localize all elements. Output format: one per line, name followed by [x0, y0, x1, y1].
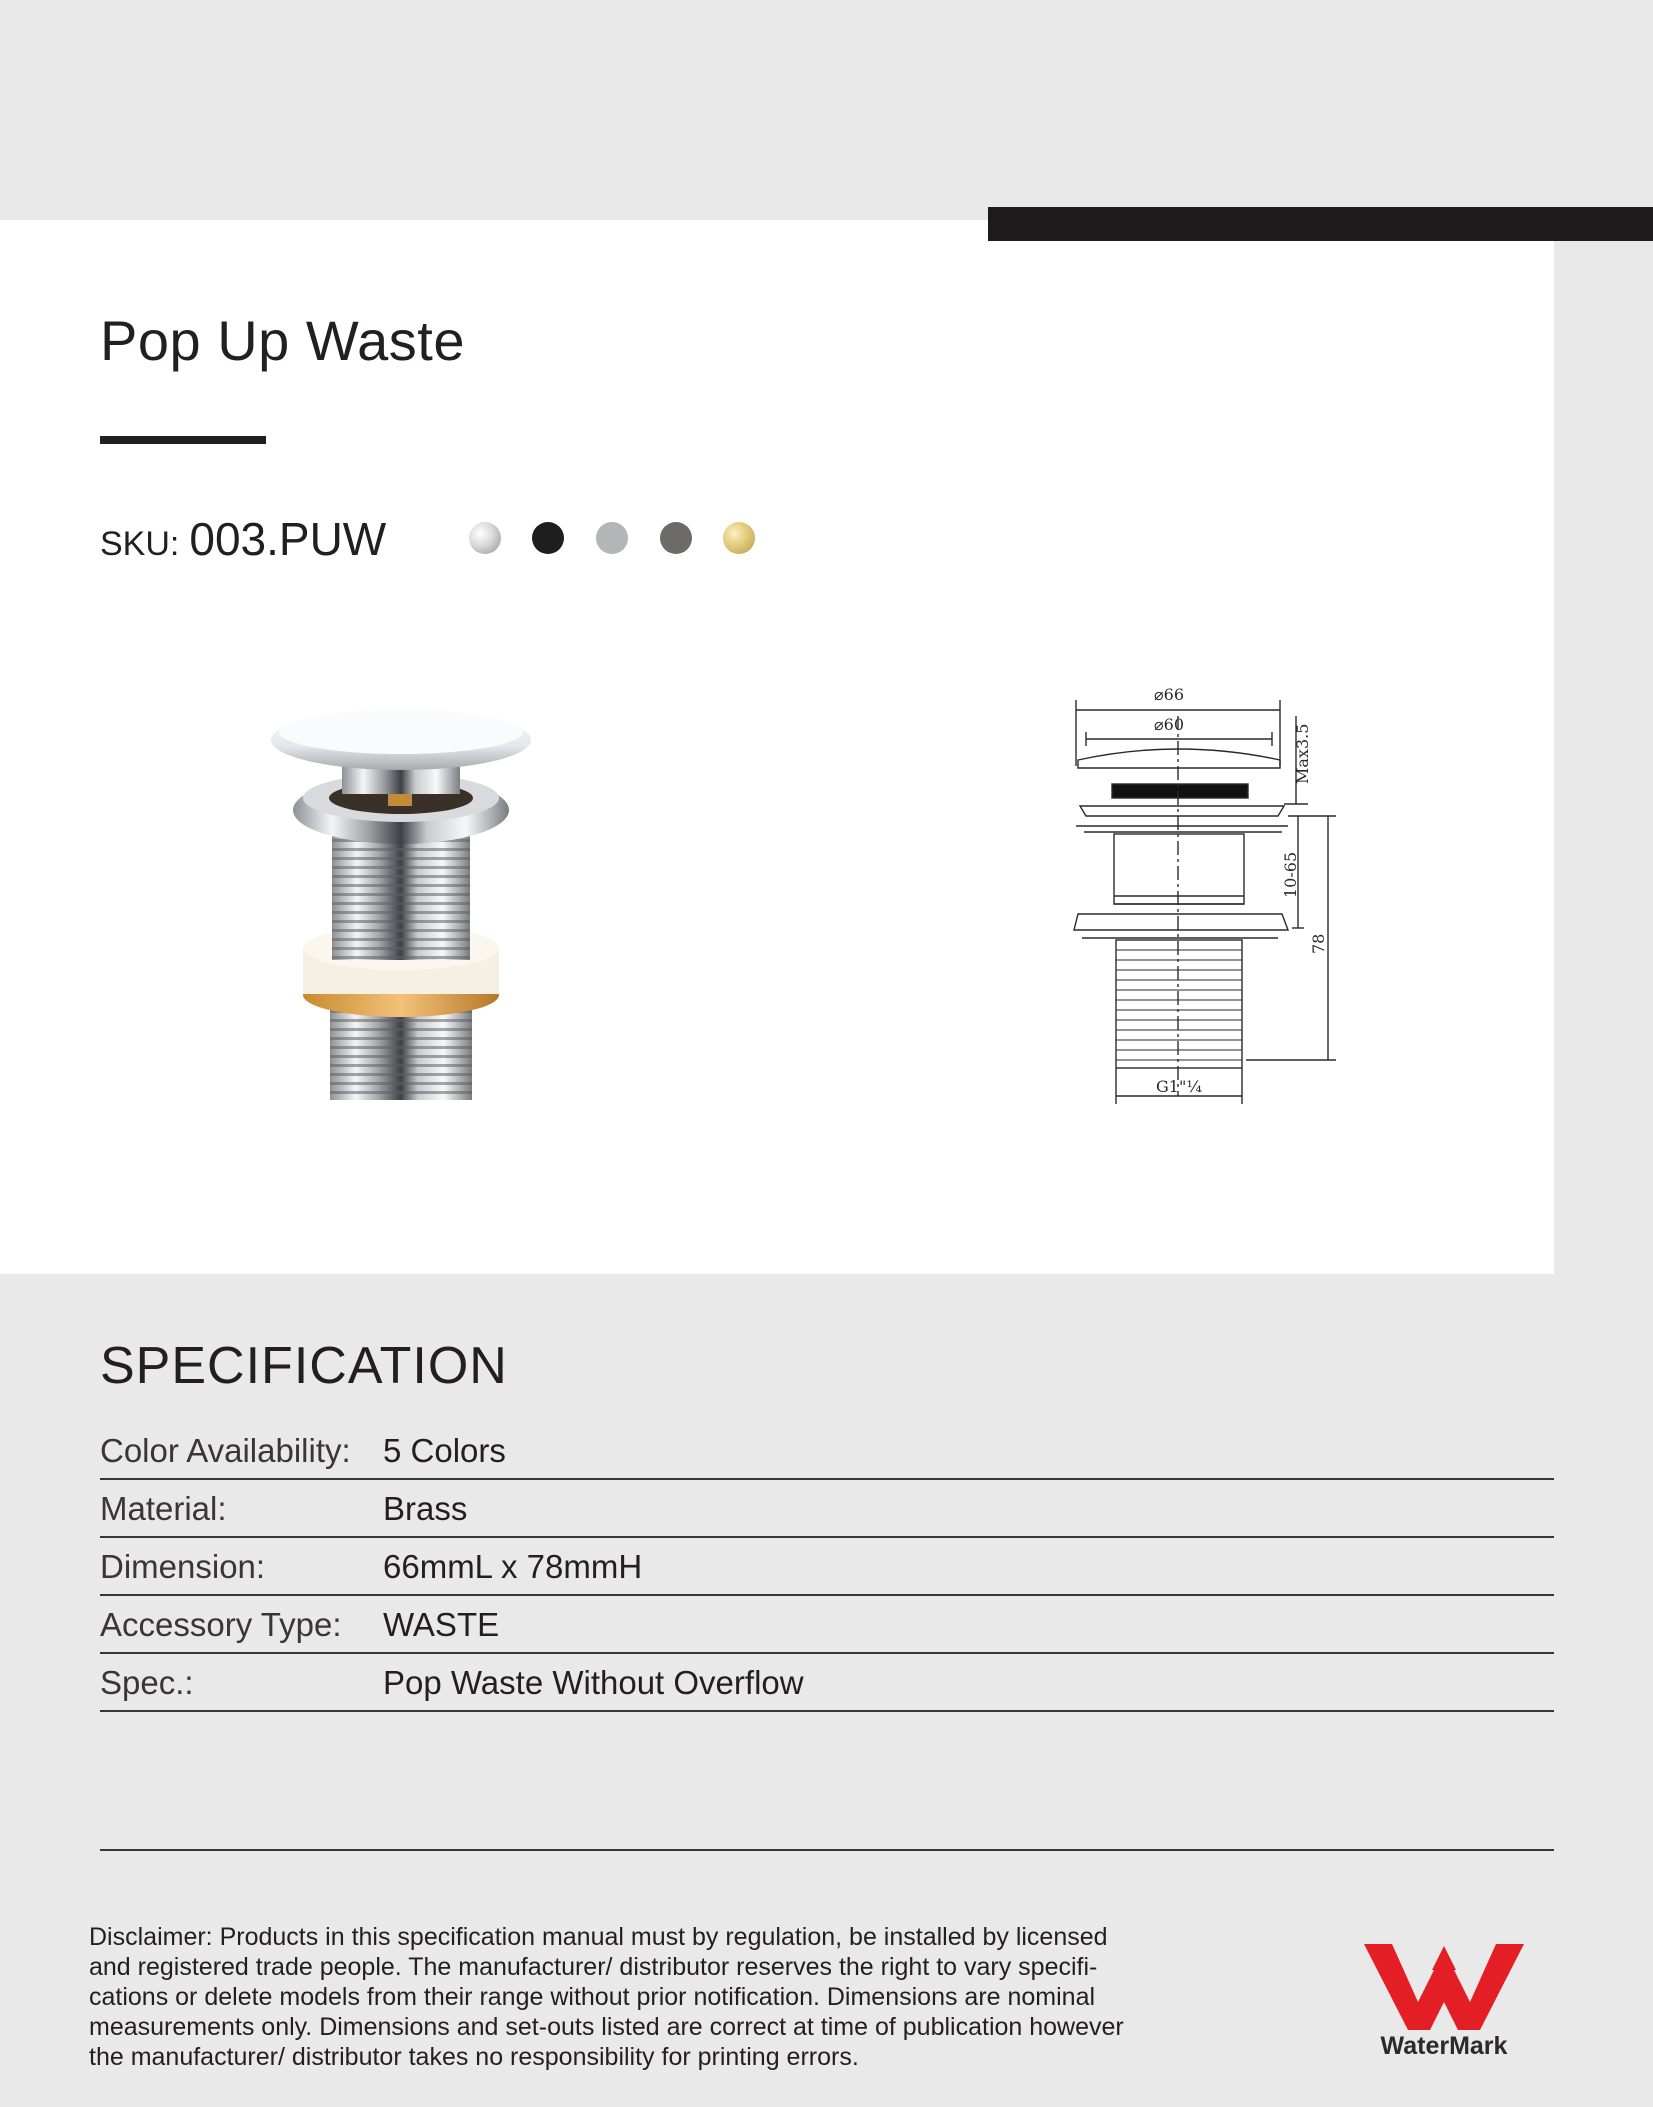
- swatch-brushed-nickel[interactable]: [596, 522, 628, 554]
- sku-line: [100, 512, 386, 566]
- header-band: [0, 0, 1653, 220]
- dim-thread: G1"¼: [1156, 1077, 1202, 1096]
- spec-key: Dimension:: [100, 1548, 266, 1585]
- footer-divider: [100, 1849, 1554, 1851]
- disclaimer-line: and registered trade people. The manufacturer/ distributor reserves the right to vary specifi-: [89, 1953, 1098, 1981]
- spec-value: 66mmL x 78mmH: [383, 1548, 643, 1585]
- dim-max: Max3.5: [1293, 723, 1312, 784]
- spec-row: [100, 1422, 1554, 1480]
- dim-range: 10-65: [1281, 851, 1300, 898]
- spec-key: Color Availability:: [100, 1432, 351, 1469]
- spec-row: [100, 1596, 1554, 1654]
- spec-key: Accessory Type:: [100, 1606, 342, 1643]
- title-underline: [100, 436, 266, 444]
- sku-value: 003.PUW: [189, 513, 387, 565]
- technical-drawing: [1060, 676, 1350, 1116]
- disclaimer-line: Disclaimer: Products in this specification manual must by regulation, be installed by licensed: [89, 1923, 1108, 1951]
- spec-value: Brass: [383, 1490, 468, 1527]
- disclaimer: [89, 1922, 1209, 2072]
- spec-key: Spec.:: [100, 1664, 194, 1701]
- spec-row: [100, 1538, 1554, 1596]
- disclaimer-line: the manufacturer/ distributor takes no responsibility for printing errors.: [89, 2043, 859, 2071]
- spec-row: [100, 1654, 1554, 1712]
- spec-value: Pop Waste Without Overflow: [383, 1664, 804, 1701]
- spec-heading: SPECIFICATION: [100, 1337, 508, 1395]
- swatch-gunmetal[interactable]: [660, 522, 692, 554]
- spec-value: 5 Colors: [383, 1432, 506, 1469]
- dim-outer-diameter: ⌀66: [1154, 685, 1184, 704]
- spec-value: WASTE: [383, 1606, 500, 1643]
- accent-bar: [988, 207, 1653, 241]
- page-title: Pop Up Waste: [100, 309, 465, 372]
- product-image: [270, 680, 550, 1120]
- watermark-logo-text: WaterMark: [1380, 2032, 1508, 2060]
- spec-key: Material:: [100, 1490, 227, 1527]
- spec-row: [100, 1480, 1554, 1538]
- spec-table: [100, 1422, 1554, 1712]
- sku-label: SKU:: [100, 525, 180, 563]
- disclaimer-line: cations or delete models from their range without prior notification. Dimensions are nominal: [89, 1983, 1096, 2011]
- swatch-chrome[interactable]: [469, 522, 501, 554]
- swatch-matte-black[interactable]: [532, 522, 564, 554]
- disclaimer-line: measurements only. Dimensions and set-outs listed are correct at time of publication however: [89, 2013, 1124, 2041]
- dim-height: 78: [1309, 933, 1328, 954]
- swatch-brushed-gold[interactable]: [723, 522, 755, 554]
- dim-inner-diameter: ⌀60: [1154, 715, 1184, 734]
